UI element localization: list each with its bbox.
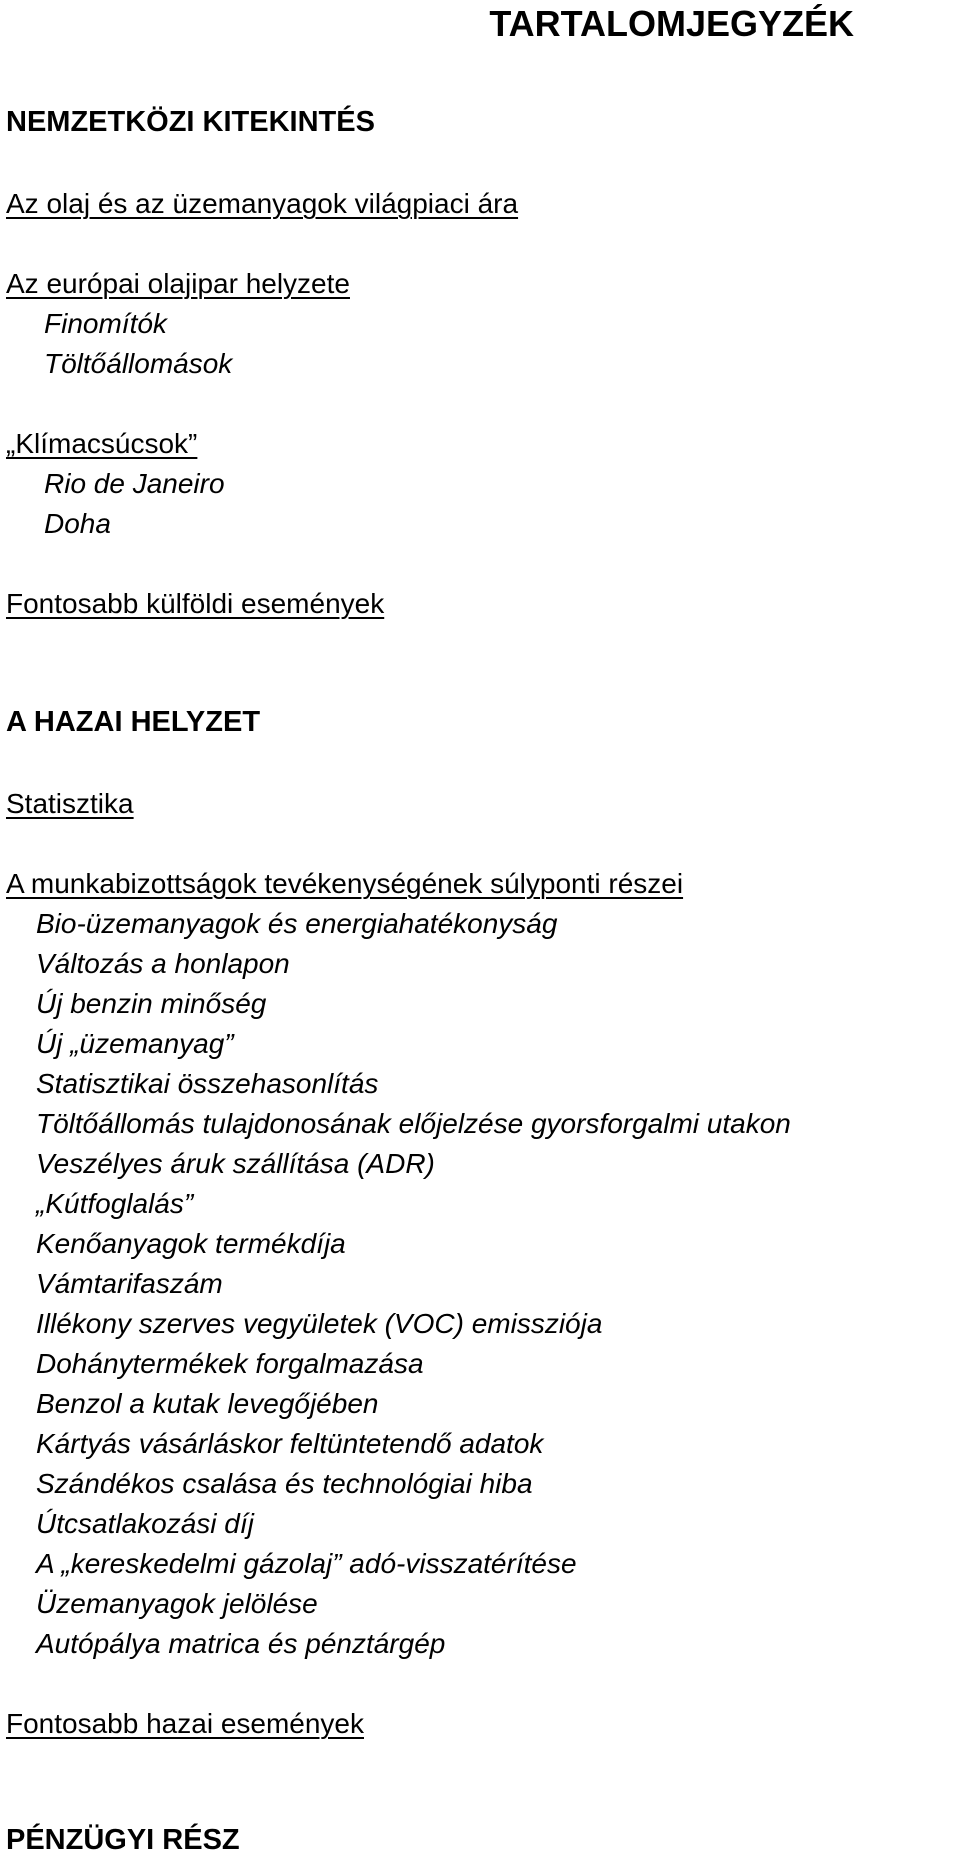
toc-subitem-utcsatlakozas[interactable]: Útcsatlakozási díj: [36, 1508, 254, 1539]
toc-subitem-rio[interactable]: Rio de Janeiro: [44, 468, 225, 499]
section-heading-hazai: A HAZAI HELYZET: [6, 706, 261, 738]
toc-subitem-jeloles[interactable]: Üzemanyagok jelölése: [36, 1588, 318, 1619]
toc-link-kulfoldi-esemenyek[interactable]: Fontosabb külföldi események: [6, 588, 385, 619]
toc-subitem-kutfoglalas[interactable]: „Kútfoglalás”: [36, 1188, 194, 1219]
toc-link-olajipar[interactable]: Az európai olajipar helyzete: [6, 268, 350, 299]
toc-subitem-toltoallomasok[interactable]: Töltőállomások: [44, 348, 233, 379]
toc-subitem-autopalya[interactable]: Autópálya matrica és pénztárgép: [36, 1628, 446, 1659]
toc-subitem-honlap[interactable]: Változás a honlapon: [36, 948, 290, 979]
toc-subitem-dohany[interactable]: Dohánytermékek forgalmazása: [36, 1348, 424, 1379]
toc-subitem-gazolaj[interactable]: A „kereskedelmi gázolaj” adó-visszatérítése: [36, 1548, 577, 1579]
toc-subitem-doha[interactable]: Doha: [44, 508, 111, 539]
page-title: TARTALOMJEGYZÉK: [489, 3, 854, 44]
toc-subitem-finomitok[interactable]: Finomítók: [44, 308, 167, 339]
section-heading-penzugyi: PÉNZÜGYI RÉSZ: [6, 1824, 240, 1856]
toc-subitem-eloejelzes[interactable]: Töltőállomás tulajdonosának előjelzése gyorsforgalmi utakon: [36, 1108, 791, 1139]
toc-subitem-adr[interactable]: Veszélyes áruk szállítása (ADR): [36, 1148, 435, 1179]
toc-subitem-benzin[interactable]: Új benzin minőség: [36, 988, 267, 1019]
toc-subitem-kenoanyagok[interactable]: Kenőanyagok termékdíja: [36, 1228, 346, 1259]
toc-subitem-csalas[interactable]: Szándékos csalása és technológiai hiba: [36, 1468, 533, 1499]
toc-link-klimacsucsok[interactable]: „Klímacsúcsok”: [6, 428, 198, 459]
toc-link-statisztika[interactable]: Statisztika: [6, 788, 134, 819]
toc-link-munkabizottsagok[interactable]: A munkabizottságok tevékenységének súlyponti részei: [6, 868, 684, 899]
toc-link-hazai-esemenyek[interactable]: Fontosabb hazai események: [6, 1708, 364, 1739]
toc-subitem-vamtarifa[interactable]: Vámtarifaszám: [36, 1268, 223, 1299]
toc-subitem-kartyas[interactable]: Kártyás vásárláskor feltüntetendő adatok: [36, 1428, 544, 1459]
toc-subitem-benzol[interactable]: Benzol a kutak levegőjében: [36, 1388, 379, 1419]
section-heading-nemzetkozi: NEMZETKÖZI KITEKINTÉS: [6, 106, 375, 138]
toc-subitem-voc[interactable]: Illékony szerves vegyületek (VOC) emissziója: [36, 1308, 603, 1339]
toc-subitem-bio[interactable]: Bio-üzemanyagok és energiahatékonyság: [36, 908, 558, 939]
toc-link-olaj-ara[interactable]: Az olaj és az üzemanyagok világpiaci ára: [6, 188, 519, 219]
toc-subitem-statisztikai[interactable]: Statisztikai összehasonlítás: [36, 1068, 379, 1099]
toc-subitem-uj-uzemanyag[interactable]: Új „üzemanyag”: [36, 1028, 234, 1059]
